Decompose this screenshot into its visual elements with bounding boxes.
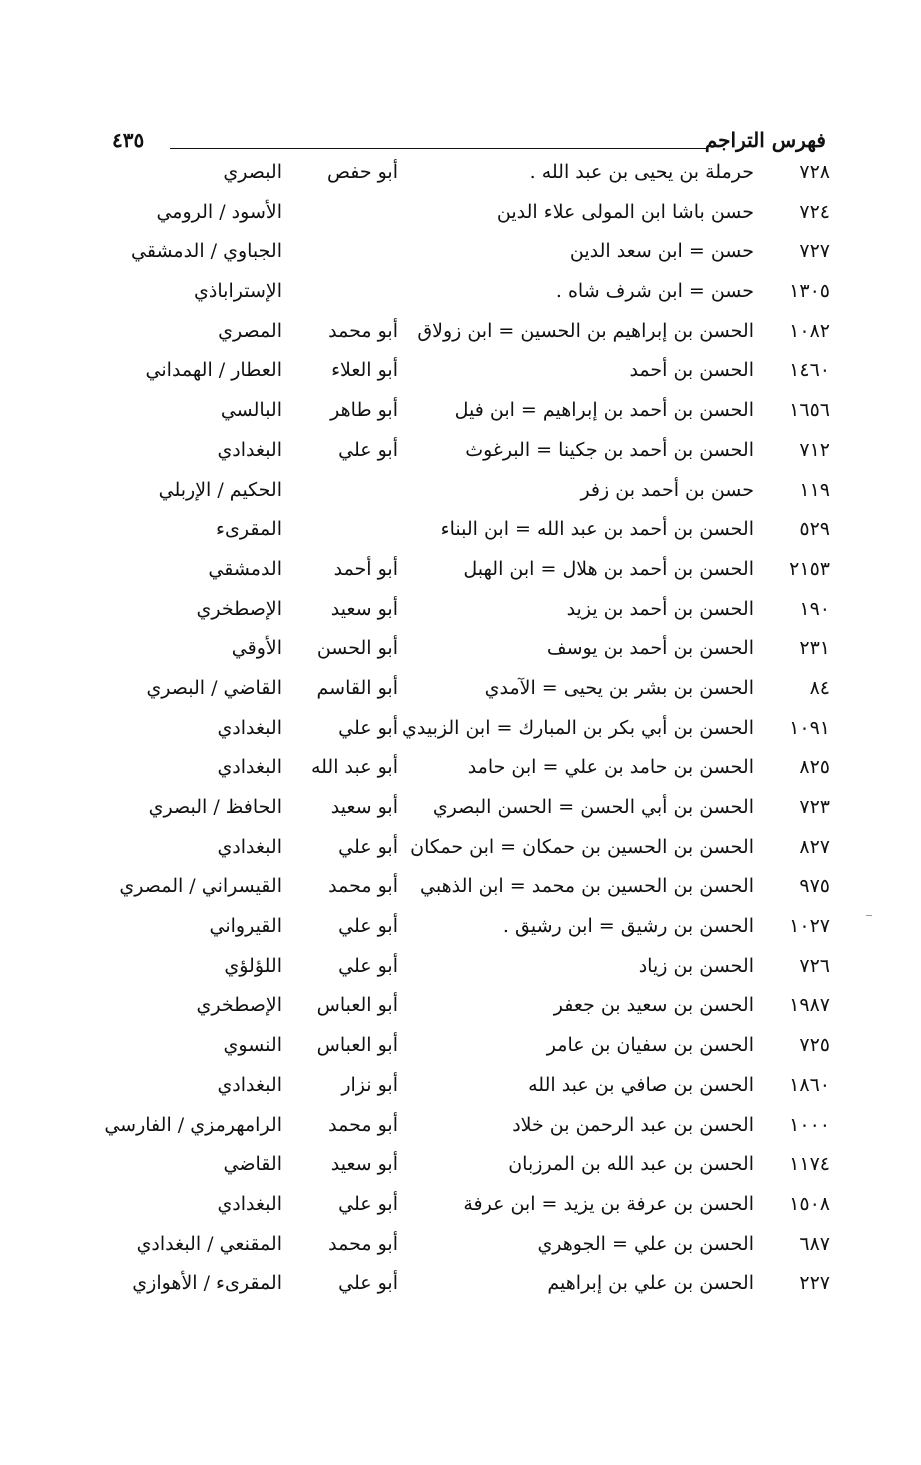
entry-nisba: الرامهرمزي / الفارسي [104,1113,282,1136]
entry-kunya: أبو محمد [328,1113,398,1136]
entry-nisba: الإستراباذي [194,280,282,303]
entry-row [100,1149,830,1189]
entry-row [100,871,830,911]
entry-row [100,435,830,475]
entry-nisba: البغدادي [217,716,282,739]
entry-number: ٢٢٧ [799,1272,830,1295]
entry-name: الحسن بن بشر بن يحيى = الآمدي [484,676,754,699]
entry-row [100,951,830,991]
entry-kunya: أبو علي [338,438,398,461]
entry-nisba: القاضي [223,1153,282,1176]
entries-list [100,157,830,1308]
entry-name: الحسن بن أحمد بن عبد الله = ابن البناء [440,518,754,541]
entry-kunya: أبو أحمد [333,557,398,580]
entry-number: ١٠٩١ [789,716,830,739]
entry-nisba: البغدادي [217,1073,282,1096]
entry-nisba: البغدادي [217,1192,282,1215]
entry-kunya: أبو سعيد [330,1153,398,1176]
entry-name: حسن = ابن شرف شاه . [555,280,754,303]
entry-name: حسن = ابن سعد الدين [569,240,754,263]
entry-row [100,594,830,634]
entry-nisba: العطار / الهمداني [145,359,282,382]
entry-kunya: أبو محمد [328,319,398,342]
entry-row [100,514,830,554]
entry-kunya: أبو علي [338,954,398,977]
entry-row [100,633,830,673]
entry-number: ٦٨٧ [799,1232,830,1255]
entry-kunya: أبو سعيد [330,796,398,818]
entry-name: الحسن بن علي بن إبراهيم [547,1272,754,1295]
entry-number: ٧٢٧ [799,240,830,263]
entry-name: الحسن بن إبراهيم بن الحسين = ابن زولاق [417,319,754,342]
entry-name: الحسن بن أحمد بن هلال = ابن الهبل [463,557,754,580]
entry-number: ١٥٠٨ [789,1192,830,1215]
entry-row [100,1268,830,1308]
entry-kunya: أبو العباس [316,994,398,1017]
entry-kunya: أبو علي [338,1192,398,1215]
entry-kunya: أبو علي [338,915,398,938]
entry-nisba: الدمشقي [208,557,282,580]
header-title: فهرس التراجم [704,128,826,152]
entry-number: ٧٢٣ [799,796,830,818]
entry-number: ٥٢٩ [799,518,830,541]
running-header [112,128,826,158]
entry-kunya: أبو علي [338,716,398,739]
entry-row [100,197,830,237]
entry-row [100,911,830,951]
margin-mark [866,915,872,916]
entry-number: ٧٢٤ [799,200,830,223]
page-number: ٤٣٥ [112,128,145,152]
entry-row [100,713,830,753]
entry-nisba: الأوقي [231,637,282,660]
entry-row [100,792,830,832]
entry-kunya: أبو العلاء [331,359,398,382]
entry-nisba: الحافظ / البصري [148,796,282,818]
entry-nisba: الإصطخري [196,597,282,620]
entry-row [100,1110,830,1150]
entry-kunya: أبو حفص [326,161,398,183]
entry-name: الحسن بن عرفة بن يزيد = ابن عرفة [463,1192,754,1215]
entry-number: ١٦٥٦ [789,399,830,422]
entry-row [100,1070,830,1110]
entry-kunya: أبو الحسن [316,637,398,660]
entry-kunya: أبو طاهر [330,399,398,422]
entry-name: الحسن بن صافي بن عبد الله [528,1073,754,1096]
entry-number: ٧٢٥ [799,1034,830,1057]
entry-nisba: الجباوي / الدمشقي [131,240,282,263]
entry-nisba: القيرواني [209,915,282,938]
entry-number: ٨٤ [809,676,830,699]
entry-nisba: البغدادي [217,835,282,858]
entry-name: الحسن بن عبد الرحمن بن خلاد [512,1113,754,1136]
entry-kunya: أبو علي [338,1272,398,1295]
entry-number: ٧٢٨ [799,161,830,183]
entry-row [100,752,830,792]
entry-kunya: أبو العباس [316,1034,398,1057]
entry-kunya: أبو علي [338,835,398,858]
entry-row [100,355,830,395]
entry-nisba: النسوي [223,1034,282,1057]
entry-name: الحسن بن علي = الجوهري [537,1232,754,1255]
entry-number: ١١٧٤ [789,1153,830,1176]
entry-number: ٩٧٥ [799,875,830,898]
entry-nisba: القاضي / البصري [146,676,282,699]
entry-name: الحسن بن الحسين بن حمكان = ابن حمكان [410,835,754,858]
entry-name: الحسن بن أحمد بن جكينا = البرغوث [465,438,754,461]
entry-name: الحسن بن أبي بكر بن المبارك = ابن الزبيدي [401,716,754,739]
entry-nisba: الأسود / الرومي [156,200,282,223]
entry-name: الحسن بن عبد الله بن المرزبان [508,1153,754,1176]
entry-name: الحسن بن أبي الحسن = الحسن البصري [432,796,754,818]
entry-nisba: المقرىء [216,518,282,541]
entry-name: حسن بن أحمد بن زفر [580,478,754,501]
entry-number: ١٤٦٠ [789,359,830,382]
entry-kunya: أبو محمد [328,875,398,898]
entry-name: حرملة بن يحيى بن عبد الله . [529,161,754,183]
entry-number: ١٠٢٧ [789,915,830,938]
entry-row [100,1189,830,1229]
entry-name: الحسن بن رشيق = ابن رشيق . [502,915,754,938]
entry-nisba: البالسي [220,399,282,422]
entry-row [100,554,830,594]
entry-row [100,276,830,316]
entry-number: ١٨٦٠ [789,1073,830,1096]
entry-row [100,1030,830,1070]
entry-name: الحسن بن زياد [638,954,754,977]
entry-name: الحسن بن أحمد بن إبراهيم = ابن فيل [454,399,754,422]
entry-nisba: الإصطخري [196,994,282,1017]
entry-number: ٨٢٧ [799,835,830,858]
entry-nisba: المصري [218,319,282,342]
entry-nisba: البصري [223,161,282,183]
entry-number: ١٠٠٠ [789,1113,830,1136]
entry-name: الحسن بن سعيد بن جعفر [553,994,754,1017]
entry-kunya: أبو القاسم [316,676,398,699]
entry-name: الحسن بن أحمد بن يزيد [566,597,754,620]
entry-name: الحسن بن سفيان بن عامر [546,1034,754,1057]
entry-row [100,832,830,872]
entry-name: الحسن بن الحسين بن محمد = ابن الذهبي [420,875,754,898]
entry-number: ٢١٥٣ [789,557,830,580]
entry-number: ٧٢٦ [799,954,830,977]
entry-row [100,316,830,356]
entry-row [100,1229,830,1269]
entry-name: الحسن بن أحمد بن يوسف [546,637,754,660]
entry-row [100,395,830,435]
entry-number: ٢٣١ [799,637,830,660]
entry-nisba: اللؤلؤي [224,954,282,977]
entry-kunya: أبو محمد [328,1232,398,1255]
entry-number: ٨٢٥ [799,756,830,779]
entry-nisba: البغدادي [217,756,282,779]
entry-kunya: أبو سعيد [330,597,398,620]
entry-row [100,673,830,713]
entry-row [100,236,830,276]
entry-name: الحسن بن أحمد [629,359,754,382]
entry-number: ١١٩ [799,478,830,501]
entry-nisba: البغدادي [217,438,282,461]
header-rule [170,148,708,149]
entry-nisba: المقرىء / الأهوازي [132,1272,282,1295]
entry-number: ١٠٨٢ [789,319,830,342]
entry-number: ٧١٢ [799,438,830,461]
entry-kunya: أبو نزار [341,1073,398,1096]
entry-row [100,990,830,1030]
entry-nisba: المقنعي / البغدادي [136,1232,282,1255]
entry-kunya: أبو عبد الله [310,756,398,779]
entry-number: ١٩٠ [799,597,830,620]
entry-name: الحسن بن حامد بن علي = ابن حامد [467,756,754,779]
entry-name: حسن باشا ابن المولى علاء الدين [496,200,754,223]
entry-nisba: الحكيم / الإربلي [158,478,282,501]
entry-nisba: القيسراني / المصري [119,875,282,898]
entry-number: ١٣٠٥ [789,280,830,303]
entry-number: ١٩٨٧ [789,994,830,1017]
entry-row [100,475,830,515]
entry-row [100,157,830,197]
